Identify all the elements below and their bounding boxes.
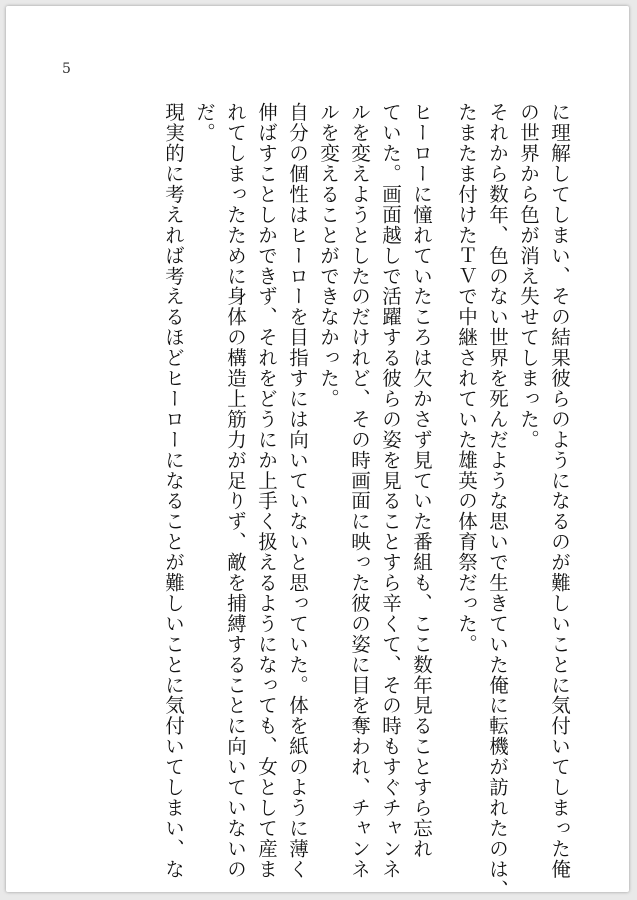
- paragraph-gap: [437, 102, 451, 832]
- text-line: 自分の個性はヒーローを目指すには向いていないと思っていた。体を紙のように薄く: [286, 102, 309, 880]
- page-number: 5: [62, 61, 71, 77]
- text-line: れてしまったために身体の構造上筋力が足りず、敵を捕縛することに向いていないの: [224, 102, 247, 880]
- document-page: [6, 6, 629, 900]
- text-line: だ。: [193, 102, 216, 143]
- text-line: それから数年、色のない世界を死んだような思いで生きていた俺に転機が訪れたのは、: [486, 102, 509, 900]
- text-line: 現実的に考えれば考えるほどヒーローになることが難しいことに気付いてしまい、な: [162, 102, 185, 880]
- text-line: 伸ばすことしかできず、それをどうにか上手く扱えるようになっても、女として産ま: [255, 102, 278, 880]
- text-line: ルを変えることができなかった。: [317, 102, 340, 409]
- text-line: ルを変えようとしたのだけれど、その時画面に映った彼の姿に目を奪われ、チャンネ: [348, 102, 371, 880]
- text-line: の世界から色が消え失せてしまった。: [517, 102, 540, 450]
- text-line: たまたま付けたＴＶで中継されていた雄英の体育祭だった。: [455, 102, 478, 655]
- text-line: ヒーローに憧れていたころは欠かさず見ていた番組も、ここ数年見ることすら忘れ: [410, 102, 433, 859]
- text-line: に理解してしまい、その結果彼らのようになるのが難しいことに気付いてしまった俺: [548, 102, 571, 880]
- text-line: ていた。画面越しで活躍する彼らの姿を見ることすら辛くて、その時もすぐチャンネ: [379, 102, 402, 880]
- vertical-text-body: [158, 102, 575, 900]
